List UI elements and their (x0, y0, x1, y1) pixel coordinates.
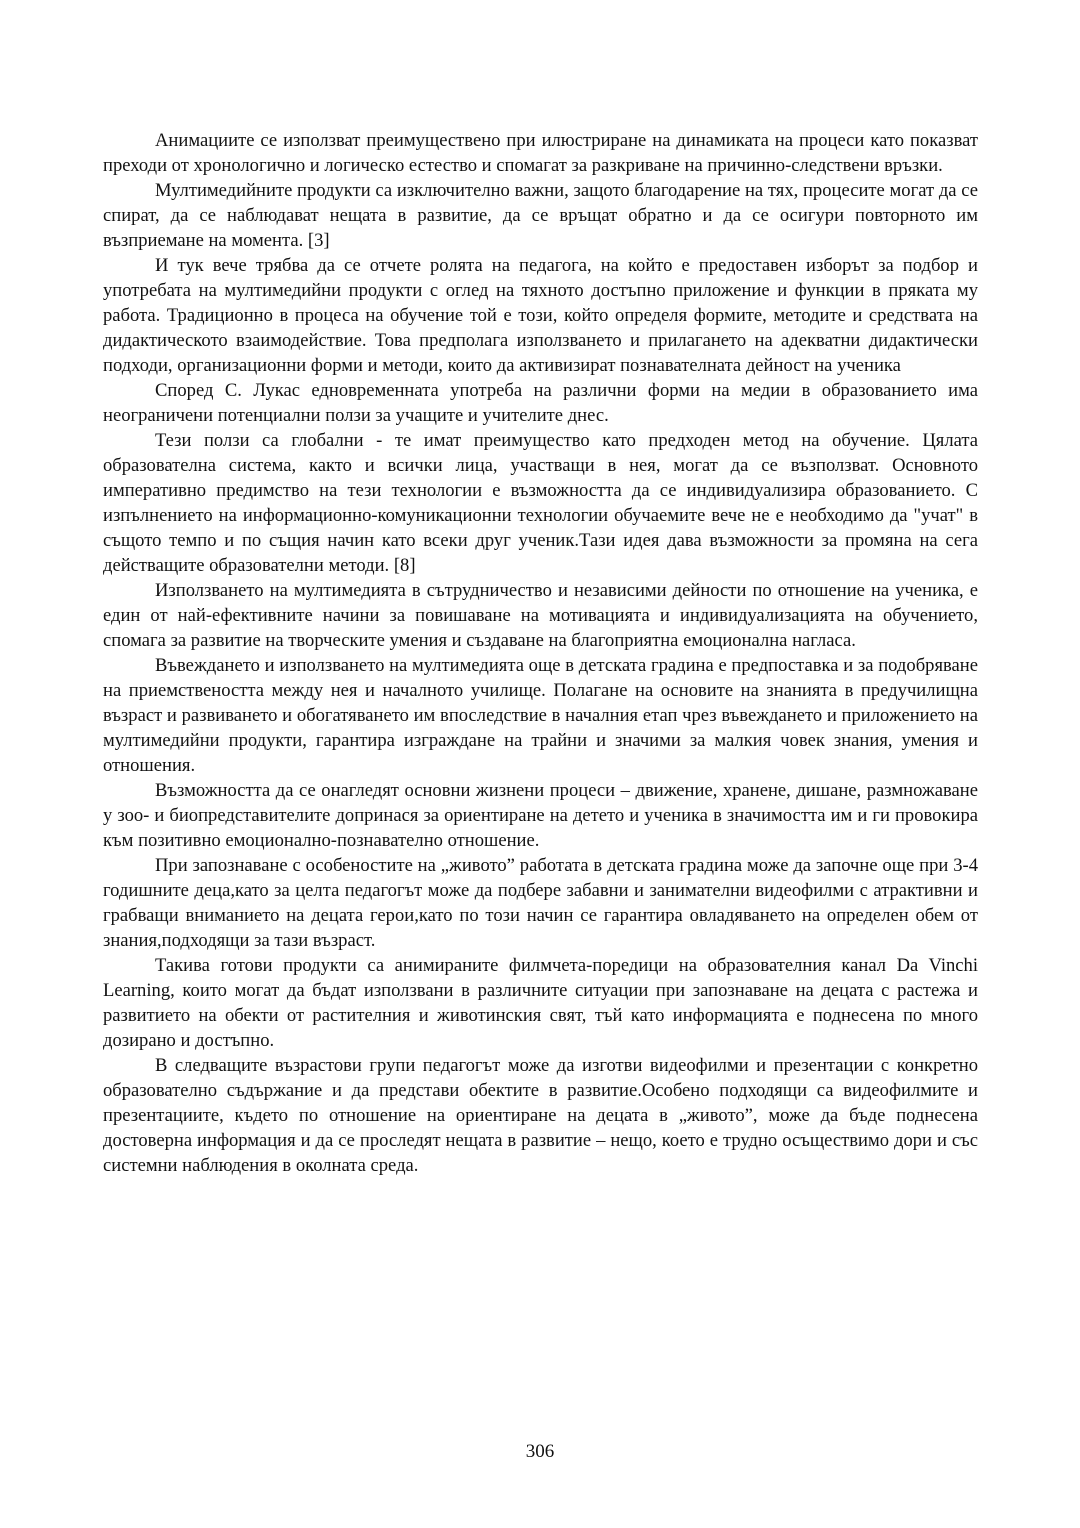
body-text (103, 128, 978, 1178)
paragraph: Въвеждането и използването на мултимедията още в детската градина е предпоставка и за подобряване на приемствеността между нея и началното училище. Полагане на основите на знанията в предучилищна възраст и развиването и обогатяването им впоследствие в началния етап чрез въвеждането и приложението на мултимедийни продукти, гарантира изграждане на трайни и значими за малкия човек знания, умения и отношения. (103, 655, 978, 776)
paragraph: Такива готови продукти са анимираните филмчета-поредици на образователния канал Da Vinchi Learning, които могат да бъдат използвани в различните ситуации при запознаване на децата с растежа и развитието на обекти от растителния и животинския свят, тъй като информацията е поднесена по много дозирано и достъпно. (103, 955, 978, 1051)
paragraph: Използването на мултимедията в сътрудничество и независими дейности по отношение на ученика, е един от най-ефективните начини за повишаване на мотивацията и индивидуализацията на обучението, спомага за развитие на творческите умения и създаване на благоприятна емоционална нагласа. (103, 580, 978, 651)
paragraph: В следващите възрастови групи педагогът може да изготви видеофилми и презентации с конкретно образователно съдържание и да представи обектите в развитие.Особено подходящи са видеофилмите и презентациите, където по отношение на ориентиране на децата в „живото”, може да бъде поднесена достоверна информация и да се проследят нещата в развитие – нещо, което е трудно осъществимо дори и със системни наблюдения в околната среда. (103, 1055, 978, 1176)
paragraph: Мултимедийните продукти са изключително важни, защото благодарение на тях, процесите могат да се спират, да се наблюдават нещата в развитие, да се връщат обратно и да се осигури повторното им възприемане на момента. [3] (103, 180, 978, 251)
paragraph: Тези ползи са глобални - те имат преимущество като предходен метод на обучение. Цялата образователна система, както и всички лица, участващи в нея, могат да се възползват. Основното императивно предимство на тези технологии е възможността да се индивидуализира образованието. С изпълнението на информационно-комуникационни технологии обучаемите вече не е необходимо да "учат" в същото темпо и по същия начин като всеки друг ученик.Тази идея дава възможности за промяна на сега действащите образователни методи. [8] (103, 430, 978, 576)
paragraph: Анимациите се използват преимуществено при илюстриране на динамиката на процеси като показват преходи от хронологично и логическо естество и спомагат за разкриване на причинно-следствени връзки. (103, 130, 978, 176)
paragraph: И тук вече трябва да се отчете ролята на педагога, на който е предоставен изборът за подбор и употребата на мултимедийни продукти с оглед на тяхното достъпно приложение и функции в пряката му работа. Традиционно в процеса на обучение той е този, който определя формите, методите и средствата на дидактическото взаимодействие. Това предполага използването и прилагането на адекватни дидактически подходи, организационни форми и методи, които да активизират познавателната дейност на ученика (103, 255, 978, 376)
paragraph: Според С. Лукас едновременната употреба на различни форми на медии в образованието има неограничени потенциални ползи за учащите и учителите днес. (103, 380, 978, 426)
page-number: 306 (525, 1441, 555, 1462)
paragraph: Възможността да се онагледят основни жизнени процеси – движение, хранене, дишане, размножаване у зоо- и биопредставителите допринася за ориентиране на детето и ученика в значимостта им и ги провокира към позитивно емоционално-познавателно отношение. (103, 780, 978, 851)
paragraph: При запознаване с особеностите на „живото” работата в детската градина може да започне още при 3-4 годишните деца,като за целта педагогът може да подбере забавни и занимателни видеофилми с атрактивни и грабващи вниманието на децата герои,като по този начин се гарантира овладяването на определен обем от знания,подходящи за тази възраст. (103, 855, 978, 951)
